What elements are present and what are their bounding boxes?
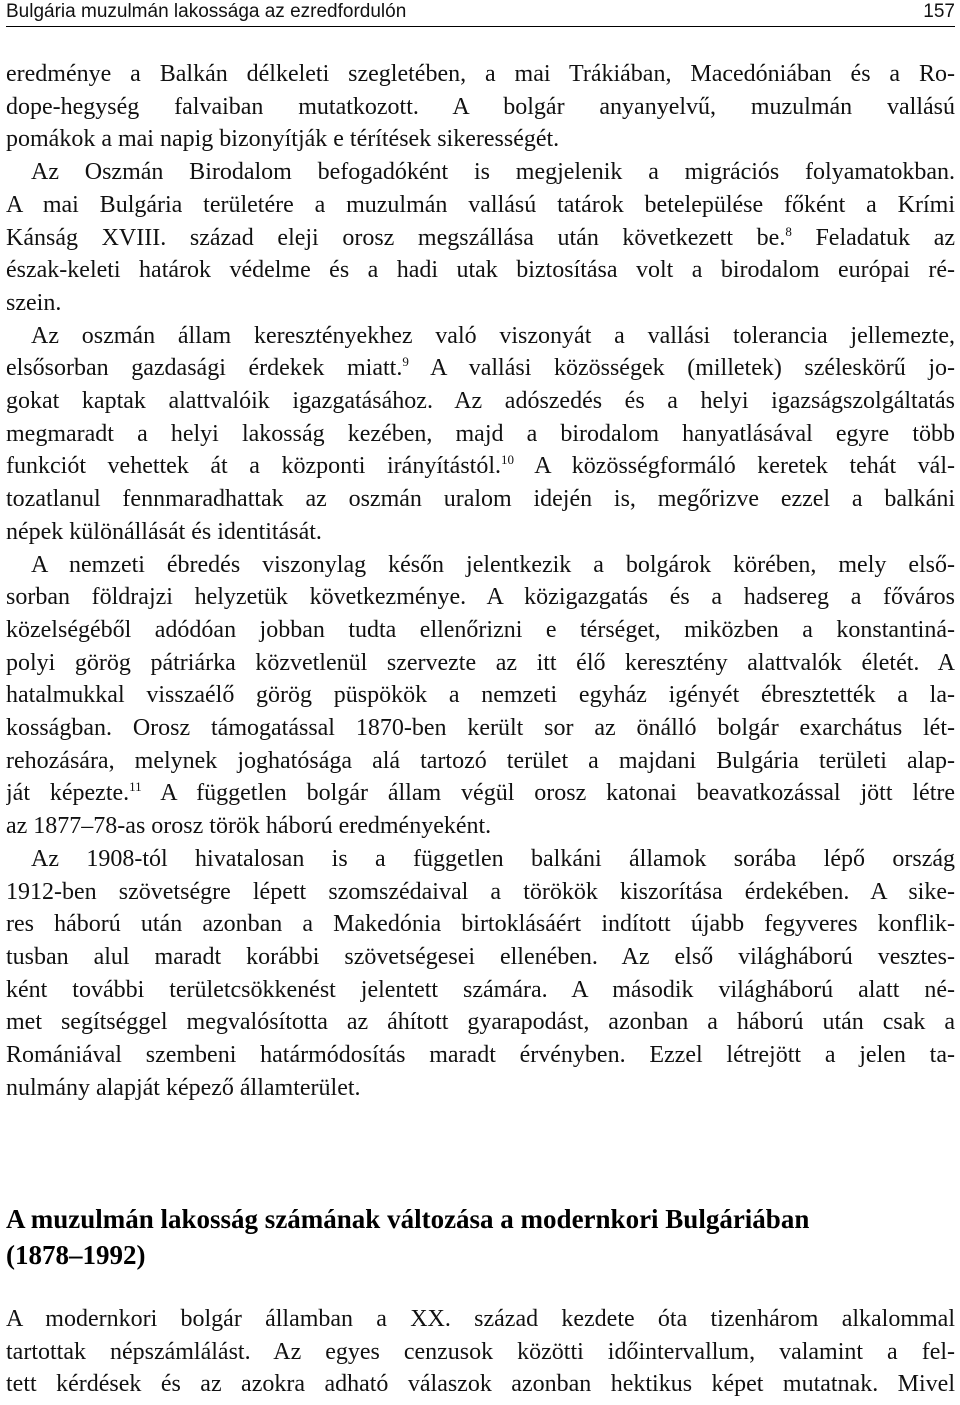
text-line: közelségéből adódóan jobban tudta ellenőrizni e térséget, miközben a konstantiná- bbox=[6, 616, 955, 643]
text-line: népek különállását és identitását. bbox=[6, 518, 322, 545]
text-line: nulmány alapját képező államterület. bbox=[6, 1074, 361, 1101]
text-line: eredménye a Balkán délkeleti szegletében, a mai Trákiában, Macedóniában és a Ro- bbox=[6, 61, 955, 87]
footnote-ref[interactable]: 9 bbox=[402, 354, 409, 370]
section-heading: A muzulmán lakosság számának változása a modernkori Bulgáriában bbox=[6, 1204, 810, 1234]
running-title: Bulgária muzulmán lakossága az ezredfordulón bbox=[6, 1, 407, 22]
text-line: A nemzeti ébredés viszonylag későn jelentkezik a bolgárok körében, mely első- bbox=[31, 551, 955, 578]
footnote-ref[interactable]: 11 bbox=[129, 779, 142, 795]
text-line: Romániával szembeni határmódosítás maradt érvényben. Ezzel létrejött a jelen ta- bbox=[6, 1042, 955, 1068]
text-line: dope-hegység falvaiban mutatkozott. A bolgár anyanyelvű, muzulmán vallású bbox=[6, 93, 955, 120]
text-line: rehozására, melynek joghatósága alá tartozó terület a majdani Bulgária területi alap- bbox=[6, 747, 955, 774]
text-line: 1912-ben szövetségre lépett szomszédaival a törökök kiszorítása érdekében. A sike- bbox=[6, 878, 955, 905]
text-line: A modernkori bolgár államban a XX. század kezdete óta tizenhárom alkalommal bbox=[6, 1306, 955, 1332]
text-line: megmaradt a helyi lakosság kezében, majd a birodalom hanyatlásával egyre több bbox=[6, 420, 955, 447]
running-header bbox=[6, 0, 955, 27]
text-line: Az Oszmán Birodalom befogadóként is megjelenik a migrációs folyamatokban. bbox=[31, 159, 955, 186]
text-line: sorban földrajzi helyzetük következménye. A közigazgatás és a hadsereg a főváros bbox=[6, 584, 955, 611]
text-line: ját képezte.$^{11}$ A független bolgár állam végül orosz katonai beavatkozással jött létre bbox=[6, 779, 955, 807]
text-line: elsősorban gazdasági érdekek miatt.$^9$ A vallási közösségek (milletek) széleskörű jo- bbox=[6, 354, 955, 382]
text-line: tartottak népszámlálást. Az egyes cenzusok közötti időintervallum, valamint a fel- bbox=[6, 1338, 955, 1365]
text-line: tett kérdések és az azokra adható válaszok azonban hektikus képet mutatnak. Mivel bbox=[6, 1371, 955, 1398]
text-line: szein. bbox=[6, 289, 62, 316]
text-line: A mai Bulgária területére a muzulmán vallású tatárok betelepülése főként a Krími bbox=[6, 191, 955, 218]
text-line: Az oszmán állam keresztényekhez való viszonyát a vallási tolerancia jellemezte, bbox=[31, 322, 955, 349]
text-line: Az 1908-tól hivatalosan is a független balkáni államok sorába lépő ország bbox=[31, 845, 955, 872]
text-line: észak-keleti határok védelme és a hadi utak biztosítása volt a birodalom európai ré- bbox=[6, 257, 955, 284]
text-line: Kánság XVIII. század eleji orosz megszállása után következett be.$^8$ Feladatuk az bbox=[6, 223, 955, 251]
footnote-ref[interactable]: 10 bbox=[501, 452, 514, 468]
text-line: res háború után azonban a Makedónia birtoklásáért indított újabb fegyveres konflik- bbox=[6, 911, 955, 938]
text-line: az 1877–78-as orosz török háború eredményeként. bbox=[6, 813, 492, 840]
footnote-ref[interactable]: 8 bbox=[785, 223, 792, 239]
text-line: funkciót vehettek át a központi irányítástól.$^{10}$ A közösségformáló keretek tehát vál- bbox=[6, 452, 955, 480]
text-line: pomákok a mai napig bizonyítják e térítések sikerességét. bbox=[6, 126, 560, 153]
text-line: ként további területcsökkenést jelentett számára. A második világháború alatt né- bbox=[6, 976, 955, 1003]
text-line: tusban alul maradt korábbi szövetségesei ellenében. Az első világháború vesztes- bbox=[6, 943, 955, 970]
text-line: tozatlanul fennmaradhattak az oszmán uralom idején is, megőrizve ezzel a balkáni bbox=[6, 486, 955, 513]
text-line: polyi görög pátriárka közvetlenül szervezte az itt élő keresztény alattvalók életét. A bbox=[6, 649, 955, 676]
text-line: hatalmukkal visszaélő görög püspökök a nemzeti egyház igényét ébresztették a la- bbox=[6, 682, 955, 709]
text-line: gokat kaptak alattvalóik igazgatásához. Az adószedés és a helyi igazságszolgáltatás bbox=[6, 388, 955, 414]
text-line: kosságban. Orosz támogatással 1870-ben került sor az önálló bolgár exarchátus lét- bbox=[6, 715, 955, 741]
text-line: met segítséggel megvalósította az áhított gyarapodást, azonban a háború után csak a bbox=[6, 1009, 955, 1036]
page-number: 157 bbox=[923, 1, 955, 22]
section-heading-years: (1878–1992) bbox=[6, 1240, 146, 1270]
